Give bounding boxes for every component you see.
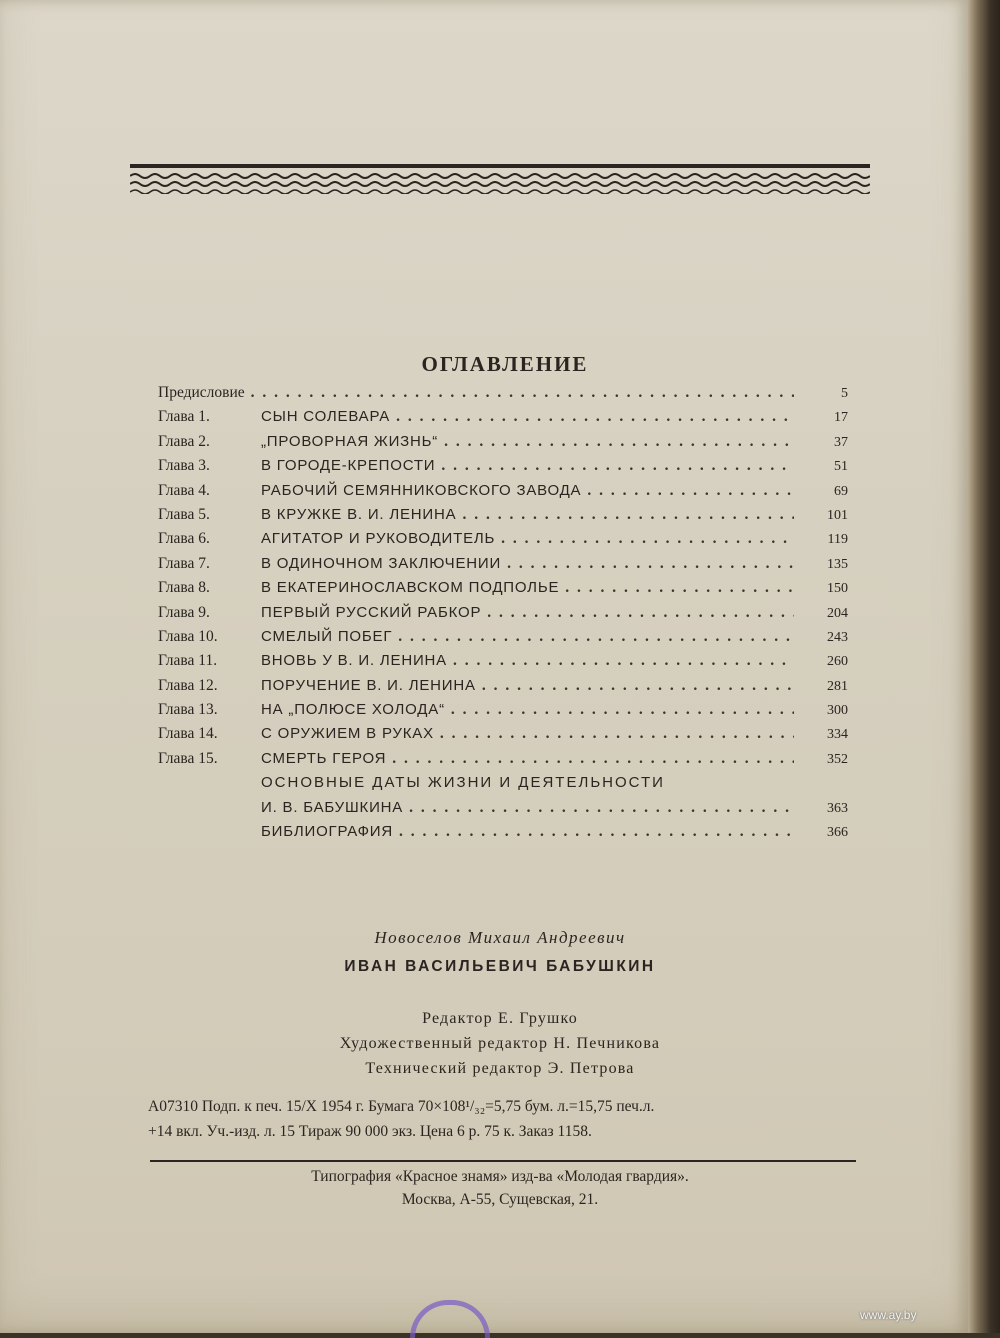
toc-entry-label: Глава 14. — [158, 725, 218, 743]
toc-page-number: 281 — [827, 678, 848, 694]
toc-entry — [158, 530, 848, 554]
toc-appendix-title-line1: ОСНОВНЫЕ ДАТЫ ЖИЗНИ И ДЕЯТЕЛЬНОСТИ — [261, 774, 665, 792]
toc-entry — [158, 725, 848, 749]
table-of-contents — [158, 384, 848, 847]
toc-entry-title: В ГОРОДЕ-КРЕПОСТИ — [261, 457, 436, 475]
ornamental-rule — [130, 164, 870, 194]
toc-entry — [158, 482, 848, 506]
leader-dots — [487, 604, 794, 622]
toc-entry-title: В ЕКАТЕРИНОСЛАВСКОМ ПОДПОЛЬЕ — [261, 579, 560, 597]
toc-page-number: 300 — [827, 703, 848, 719]
toc-entry — [158, 408, 848, 432]
toc-entry — [158, 555, 848, 579]
imprint-line: +14 вкл. Уч.-изд. л. 15 Тираж 90 000 экз. Цена 6 р. 75 к. Заказ 1158. — [148, 1123, 592, 1140]
toc-page-number: 150 — [827, 581, 848, 597]
toc-entry-title: СМЕРТЬ ГЕРОЯ — [261, 749, 387, 767]
toc-entry-title: РАБОЧИЙ СЕМЯННИКОВСКОГО ЗАВОДА — [261, 481, 582, 499]
toc-page-number: 37 — [834, 434, 848, 450]
printer-line: Типография «Красное знамя» изд-ва «Молодая гвардия». — [311, 1168, 689, 1185]
leader-dots — [507, 555, 794, 573]
book-spine-edge — [968, 0, 1000, 1333]
editor-credit: Редактор Е. Грушко — [422, 1010, 578, 1027]
toc-entry-label: Глава 5. — [158, 505, 210, 523]
leader-dots — [451, 701, 794, 719]
leader-dots — [441, 457, 794, 475]
leader-dots — [444, 433, 794, 451]
toc-entry-label: Глава 8. — [158, 579, 210, 597]
toc-appendix-entry-cont — [158, 799, 848, 823]
divider — [150, 1160, 856, 1162]
leader-dots — [396, 408, 794, 426]
toc-entry-label: Глава 2. — [158, 432, 210, 450]
toc-page-number: 363 — [827, 800, 848, 816]
toc-entry-title: „ПРОВОРНАЯ ЖИЗНЬ“ — [261, 432, 439, 450]
toc-appendix-entry — [158, 774, 848, 798]
toc-entry — [158, 701, 848, 725]
imprint-line: А07310 Подп. к печ. 15/X 1954 г. Бумага 70×108¹/₃₂=5,75 бум. л.=15,75 печ.л. — [148, 1098, 655, 1115]
toc-entry-label: Глава 13. — [158, 701, 218, 719]
toc-entry-label: Глава 15. — [158, 749, 218, 767]
toc-entry — [158, 579, 848, 603]
toc-page-number: 204 — [827, 605, 848, 621]
toc-entry-title: ПЕРВЫЙ РУССКИЙ РАБКОР — [261, 603, 482, 621]
toc-entry-label: Глава 10. — [158, 627, 218, 645]
leader-dots — [398, 628, 794, 646]
toc-page-number: 17 — [834, 410, 848, 426]
printer-line: Москва, А-55, Сущевская, 21. — [401, 1191, 599, 1208]
toc-page-number: 260 — [827, 654, 848, 670]
leader-dots — [462, 506, 794, 524]
leader-dots — [409, 799, 794, 817]
toc-entry — [158, 677, 848, 701]
leader-dots — [392, 750, 794, 768]
editorial-credits — [0, 1010, 1000, 1085]
leader-dots — [399, 823, 794, 841]
toc-page-number: 243 — [827, 629, 848, 645]
book-title: ИВАН ВАСИЛЬЕВИЧ БАБУШКИН — [344, 958, 656, 975]
toc-entry-title: С ОРУЖИЕМ В РУКАХ — [261, 725, 434, 743]
toc-entry-title: АГИТАТОР И РУКОВОДИТЕЛЬ — [261, 530, 496, 548]
toc-entry — [158, 506, 848, 530]
toc-page-number: 119 — [827, 532, 848, 548]
toc-page-number: 352 — [827, 751, 848, 767]
leader-dots — [440, 725, 794, 743]
site-watermark: www.ay.by — [860, 1308, 917, 1322]
toc-page-number: 5 — [841, 386, 848, 401]
art-editor-credit: Художественный редактор Н. Печникова — [339, 1035, 661, 1052]
tech-editor-credit: Технический редактор Э. Петрова — [365, 1060, 635, 1077]
toc-page-number: 366 — [827, 825, 848, 841]
toc-bibliography-title: БИБЛИОГРАФИЯ — [261, 823, 394, 841]
toc-page-number: 69 — [834, 483, 848, 499]
leader-dots — [501, 530, 794, 548]
library-stamp — [410, 1300, 490, 1338]
toc-entry-label: Глава 7. — [158, 554, 210, 572]
toc-entry-label: Предисловие — [158, 384, 245, 401]
leader-dots — [482, 677, 794, 695]
printer-info — [0, 1168, 1000, 1214]
toc-entry — [158, 628, 848, 652]
leader-dots — [565, 579, 794, 597]
toc-entry-title: СМЕЛЫЙ ПОБЕГ — [261, 627, 393, 645]
toc-entry-label: Глава 9. — [158, 603, 210, 621]
toc-entry-label: Глава 3. — [158, 457, 210, 475]
author-name: Новоселов Михаил Андреевич — [374, 928, 626, 947]
toc-entry-label: Глава 1. — [158, 408, 210, 426]
toc-appendix-title-line2: И. В. БАБУШКИНА — [261, 798, 404, 816]
toc-page-number: 51 — [834, 459, 848, 475]
toc-bibliography-entry — [158, 823, 848, 847]
toc-page-number: 135 — [827, 556, 848, 572]
toc-entry-label: Глава 11. — [158, 652, 218, 670]
toc-entry-title: В КРУЖКЕ В. И. ЛЕНИНА — [261, 505, 457, 523]
imprint-block — [148, 1098, 860, 1148]
toc-page-number: 101 — [827, 507, 848, 523]
toc-entry-label: Глава 4. — [158, 481, 210, 499]
toc-entry — [158, 652, 848, 676]
toc-page-number: 334 — [827, 727, 848, 743]
toc-entry-title: ПОРУЧЕНИЕ В. И. ЛЕНИНА — [261, 676, 476, 694]
toc-entry-label: Глава 6. — [158, 530, 210, 548]
toc-entry-title: В ОДИНОЧНОМ ЗАКЛЮЧЕНИИ — [261, 554, 502, 572]
toc-entry-title: ВНОВЬ У В. И. ЛЕНИНА — [261, 652, 447, 670]
toc-entry-title: СЫН СОЛЕВАРА — [261, 408, 391, 426]
toc-entry — [158, 750, 848, 774]
leader-dots — [587, 482, 794, 500]
toc-entry — [158, 433, 848, 457]
leader-dots — [251, 384, 794, 402]
toc-entry — [158, 604, 848, 628]
toc-entry — [158, 457, 848, 481]
toc-entry-title: НА „ПОЛЮСЕ ХОЛОДА“ — [261, 701, 445, 719]
toc-heading: ОГЛАВЛЕНИЕ — [421, 352, 589, 376]
toc-entry — [158, 384, 848, 408]
leader-dots — [453, 652, 794, 670]
toc-entry-label: Глава 12. — [158, 676, 218, 694]
